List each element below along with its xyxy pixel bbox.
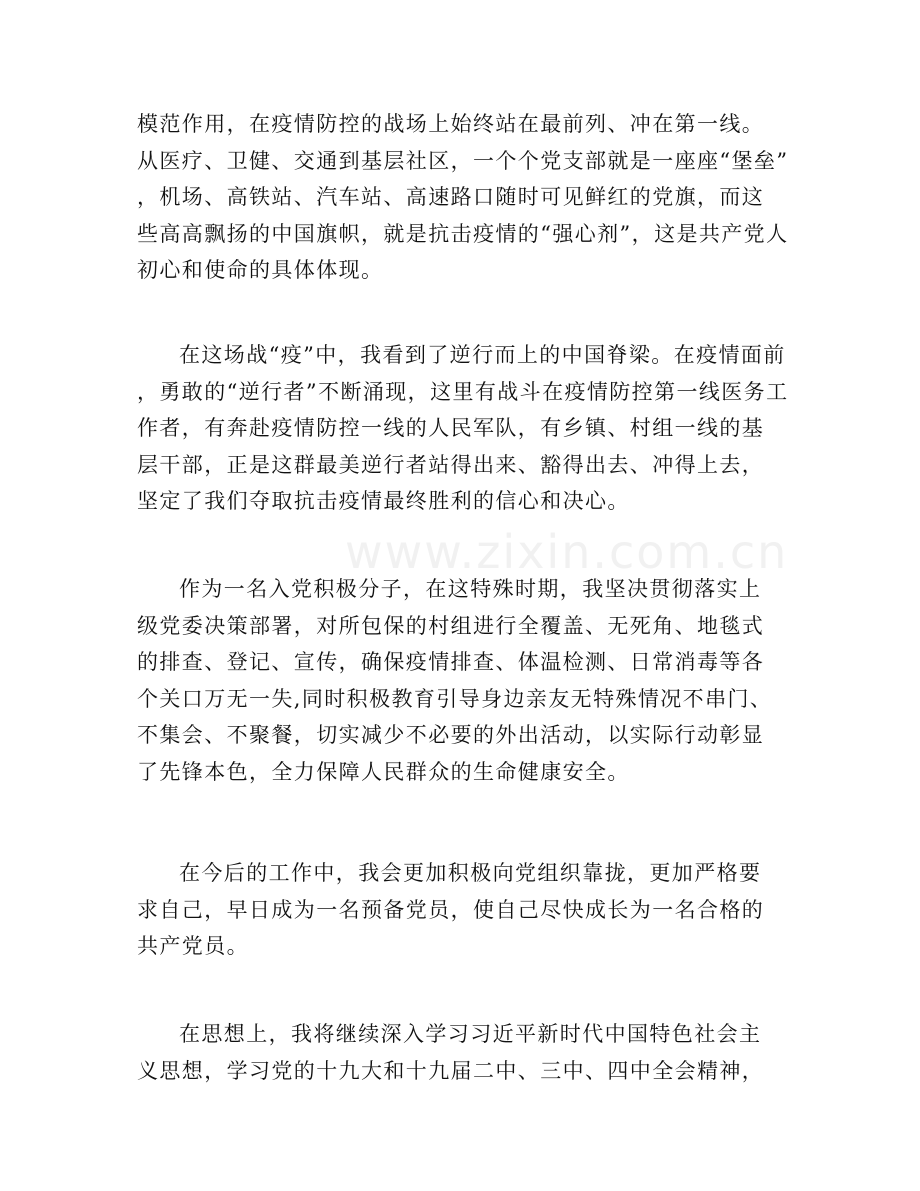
paragraph-line: 级党委决策部署，对所包保的村组进行全覆盖、无死角、地毯式 (137, 613, 765, 638)
paragraph-line: 了先锋本色，全力保障人民群众的生命健康安全。 (137, 759, 630, 784)
paragraph-5 (137, 1016, 797, 1089)
paragraph-line: 作为一名入党积极分子，在这特殊时期，我坚决贯彻落实上 (179, 577, 762, 601)
paragraph-line: ，勇敢的“逆行者”不断涌现，这里有战斗在疫情防控第一线医务工 (137, 379, 789, 404)
paragraph-line: 些高高飘扬的中国旗帜，就是抗击疫情的“强心剂”，这是共产党人 (137, 221, 789, 246)
paragraph-line: 在今后的工作中，我会更加积极向党组织靠拢，更加严格要 (179, 861, 762, 885)
paragraph-line: 在思想上，我将继续深入学习习近平新时代中国特色社会主 (179, 1022, 762, 1046)
paragraph-line: 在这场战“疫”中，我看到了逆行而上的中国脊梁。在疫情面前 (179, 343, 786, 367)
paragraph-3 (137, 571, 797, 790)
paragraph-line: ，机场、高铁站、汽车站、高速路口随时可见鲜红的党旗，而这 (137, 185, 765, 209)
paragraph-line: 的排查、登记、宣传，确保疫情排查、体温检测、日常消毒等各 (137, 650, 765, 674)
paragraph-line: 义思想，学习党的十九大和十九届二中、三中、四中全会精神， (137, 1058, 765, 1083)
paragraph-line: 共产党员。 (137, 934, 249, 958)
paragraph-line: 模范作用，在疫情防控的战场上始终站在最前列、冲在第一线。 (137, 112, 765, 136)
paragraph-line: 从医疗、卫健、交通到基层社区，一个个党支部就是一座座“堡垒” (137, 148, 789, 173)
paragraph-line: 个关口万无一失,同时积极教育引导身边亲友无特殊情况不串门、 (137, 686, 773, 711)
paragraph-2 (137, 337, 797, 520)
paragraph-4 (137, 855, 797, 965)
paragraph-line: 坚定了我们夺取抗击疫情最终胜利的信心和决心。 (137, 489, 630, 513)
paragraph-1 (137, 106, 797, 289)
paragraph-line: 层干部，正是这群最美逆行者站得出来、豁得出去、冲得上去， (137, 452, 765, 477)
paragraph-line: 求自己，早日成为一名预备党员，使自己尽快成长为一名合格的 (137, 897, 765, 922)
watermark-text: www.zixin.com.cn (345, 525, 789, 579)
paragraph-line: 不集会、不聚餐，切实减少不必要的外出活动，以实际行动彰显 (137, 723, 765, 747)
paragraph-line: 初心和使命的具体体现。 (137, 258, 384, 282)
paragraph-line: 作者，有奔赴疫情防控一线的人民军队，有乡镇、村组一线的基 (137, 416, 765, 440)
